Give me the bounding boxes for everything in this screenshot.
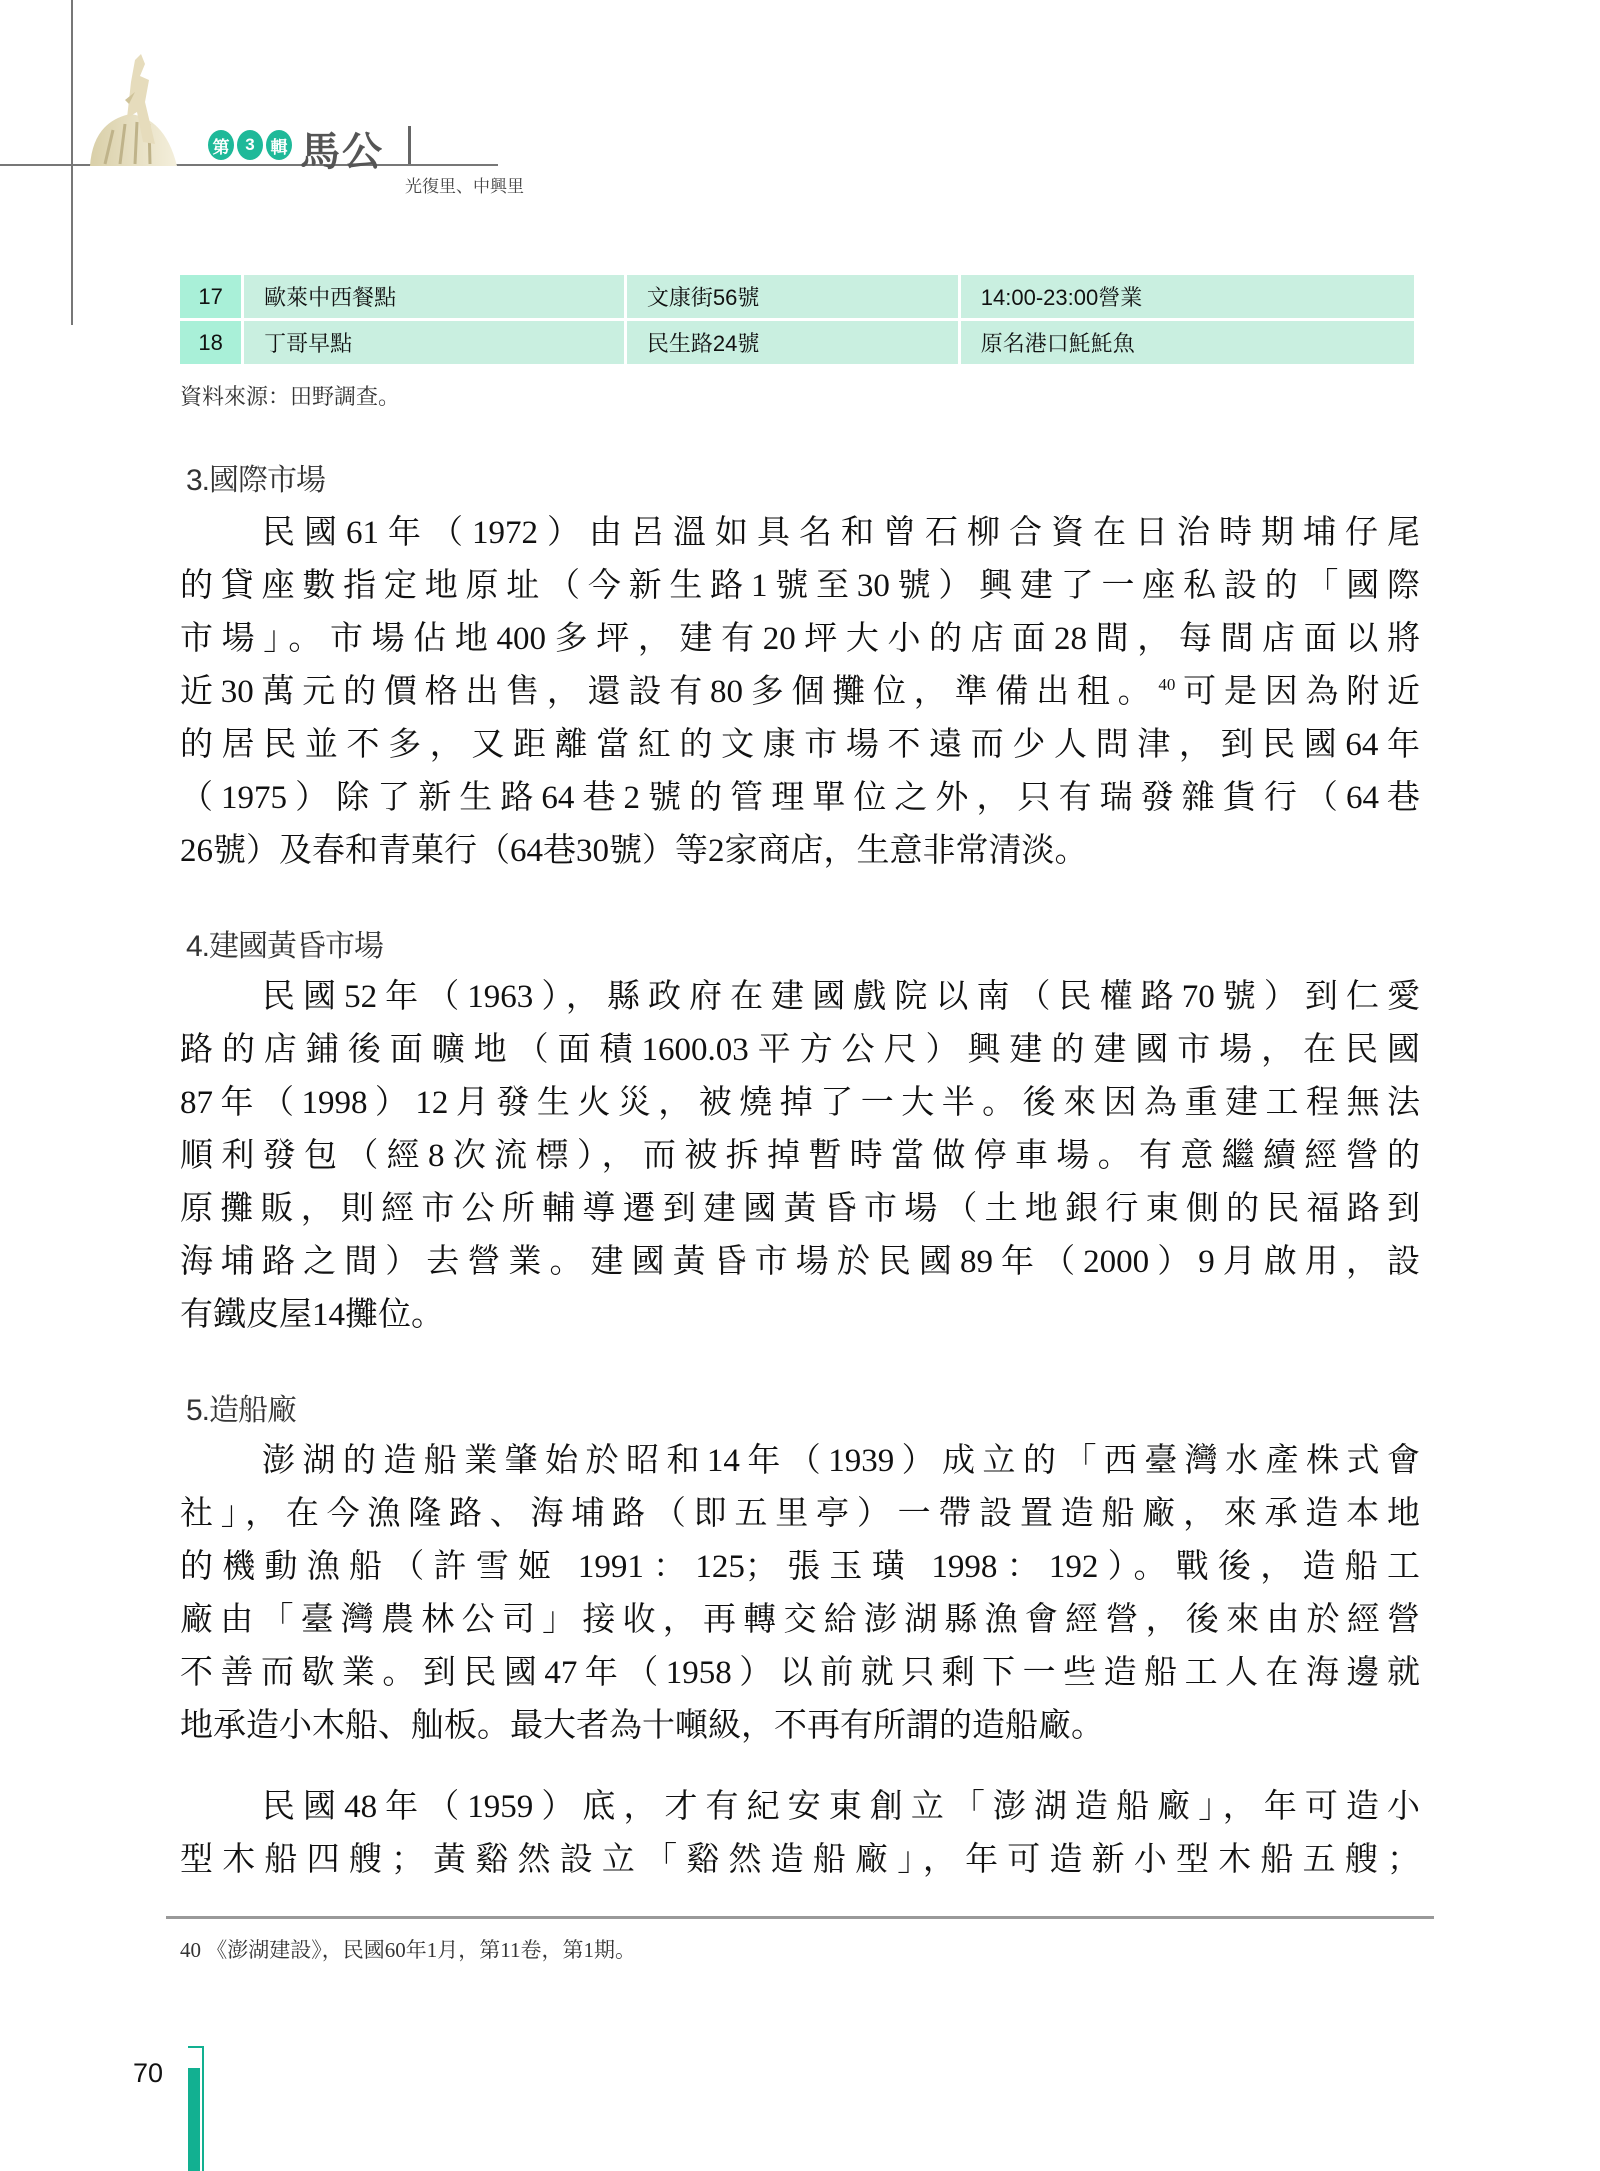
table-row <box>180 321 1414 364</box>
text-line: 不善而歇業。到民國47年（1958）以前就只剩下一些造船工人在海邊就 <box>180 1655 1420 1691</box>
text-line <box>180 666 1420 719</box>
table-cell-name: 歐萊中西餐點 <box>244 275 624 318</box>
text-line: 原攤販，則經市公所輔導遷到建國黃昏市場（土地銀行東側的民福路到 <box>180 1191 1420 1227</box>
text-line: 地承造小木船、舢板。最大者為十噸級，不再有所謂的造船廠。 <box>180 1708 1104 1744</box>
section-heading: 3.國際市場 <box>186 464 326 497</box>
statue-dome-logo-icon <box>85 52 195 166</box>
text-line: 民國61年（1972）由呂溫如具名和曾石柳合資在日治時期埔仔尾 <box>262 515 1420 551</box>
text-segment: 近30萬元的價格出售，還設有80多個攤位，準備出租。 <box>180 674 1159 710</box>
section-heading: 4.建國黃昏市場 <box>186 930 384 963</box>
text-line: 型木船四艘；黃谿然設立「谿然造船廠」，年可造新小型木船五艘； <box>180 1842 1420 1878</box>
title-divider <box>408 126 411 164</box>
footnote-reference[interactable]: 40 <box>1158 675 1176 694</box>
body-paragraph <box>180 1435 1420 1753</box>
page-marker-bar <box>188 2068 200 2171</box>
text-line: 的機動漁船（許雪姬 1991：125；張玉璜 1998：192）。戰後，造船工 <box>180 1549 1420 1585</box>
volume-badge: 第 <box>208 130 234 160</box>
section-heading: 5.造船廠 <box>186 1394 297 1427</box>
volume-title: 馬公 <box>300 128 384 175</box>
page-number: 70 <box>133 2058 164 2088</box>
text-line: 海埔路之間）去營業。建國黃昏市場於民國89年（2000）9月啟用，設 <box>180 1244 1420 1280</box>
table-row <box>180 275 1414 318</box>
table-source-note: 資料來源：田野調查。 <box>180 384 401 409</box>
footnote: 40 《澎湖建設》，民國60年1月，第11卷，第1期。 <box>180 1938 636 1962</box>
text-line: 的貸座數指定地原址（今新生路1號至30號）興建了一座私設的「國際 <box>180 568 1420 604</box>
text-line: 民國48年（1959）底，才有紀安東創立「澎湖造船廠」，年可造小 <box>262 1789 1420 1825</box>
volume-badge: 3 <box>237 130 263 160</box>
table-cell-name: 丁哥早點 <box>244 321 624 364</box>
text-line: 市場」。市場佔地400多坪，建有20坪大小的店面28間，每間店面以將 <box>180 621 1420 657</box>
header-horizontal-rule <box>0 164 498 166</box>
volume-badges <box>208 130 292 160</box>
header-vertical-rule <box>71 0 73 325</box>
text-line: 87年（1998）12月發生火災，被燒掉了一大半。後來因為重建工程無法 <box>180 1085 1420 1121</box>
text-line: 澎湖的造船業肇始於昭和14年（1939）成立的「西臺灣水產株式會 <box>262 1443 1420 1479</box>
body-paragraph <box>180 971 1420 1342</box>
table-cell-number: 18 <box>180 321 241 364</box>
text-line: 的居民並不多，又距離當紅的文康市場不遠而少人問津，到民國64年 <box>180 727 1420 763</box>
text-line: 民國52年（1963），縣政府在建國戲院以南（民權路70號）到仁愛 <box>262 979 1420 1015</box>
text-segment: 可是因為附近 <box>1175 674 1421 710</box>
text-line: 廠由「臺灣農林公司」接收，再轉交給澎湖縣漁會經營，後來由於經營 <box>180 1602 1420 1638</box>
table-cell-note: 14:00-23:00營業 <box>961 275 1414 318</box>
footnote-divider <box>166 1916 1434 1919</box>
shop-table <box>177 272 1417 367</box>
table-cell-note: 原名港口魠魠魚 <box>961 321 1414 364</box>
text-line: 順利發包（經8次流標），而被拆掉暫時當做停車場。有意繼續經營的 <box>180 1138 1420 1174</box>
table-cell-address: 民生路24號 <box>627 321 958 364</box>
text-line: 26號）及春和青菓行（64巷30號）等2家商店，生意非常清淡。 <box>180 833 1088 869</box>
table-cell-number: 17 <box>180 275 241 318</box>
body-paragraph <box>180 507 1420 878</box>
text-line: 有鐵皮屋14攤位。 <box>180 1297 444 1333</box>
text-line: （1975）除了新生路64巷2號的管理單位之外，只有瑞發雜貨行（64巷 <box>180 780 1420 816</box>
body-paragraph <box>180 1781 1420 1887</box>
volume-subtitle: 光復里、中興里 <box>405 177 524 196</box>
volume-badge: 輯 <box>266 130 292 160</box>
table-cell-address: 文康街56號 <box>627 275 958 318</box>
text-line: 路的店鋪後面曠地（面積1600.03平方公尺）興建的建國市場，在民國 <box>180 1032 1420 1068</box>
text-line: 社」，在今漁隆路、海埔路（即五里亭）一帶設置造船廠，來承造本地 <box>180 1496 1420 1532</box>
